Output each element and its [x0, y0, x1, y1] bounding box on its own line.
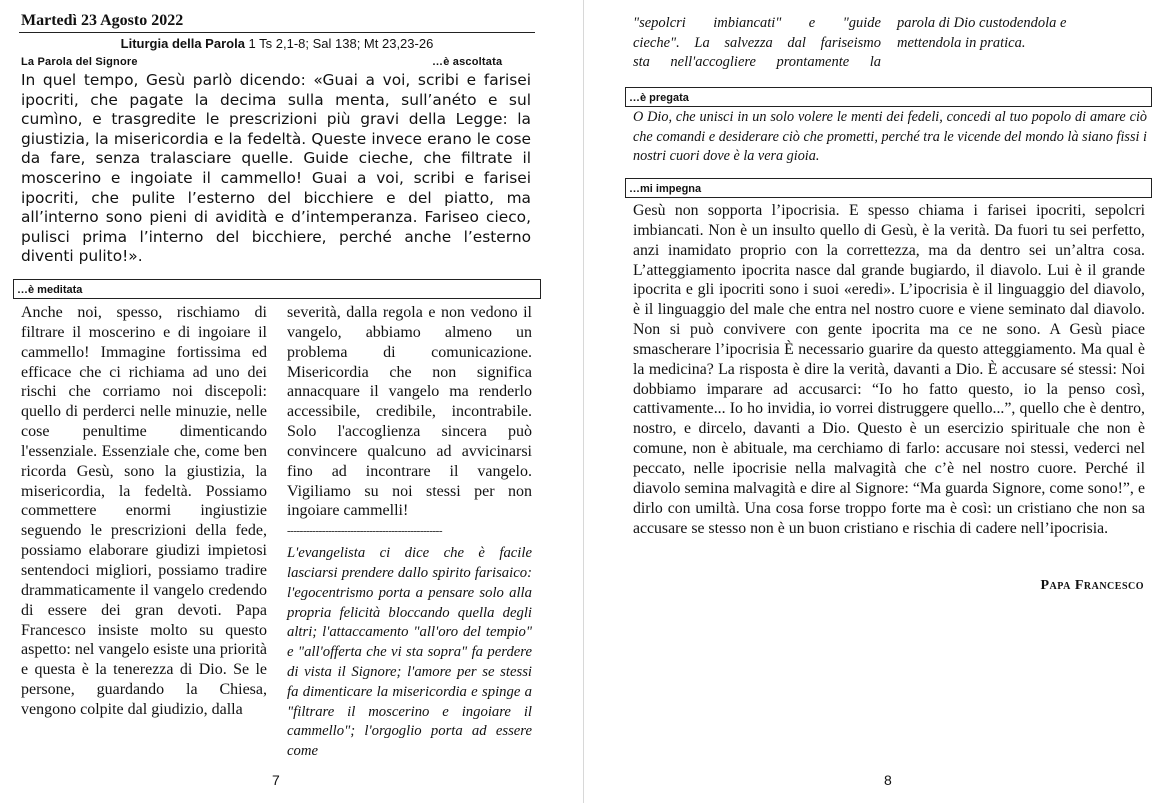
continuation-line: cieche". La salvezza dal fariseismo: [633, 34, 881, 51]
word-of-lord-label: La Parola del Signore: [21, 56, 138, 68]
commitment-text: Gesù non sopporta l’ipocrisia. E spesso chiama i farisei ipocriti, sepolcri imbiancati. Non è un insulto quello di Gesù, è la verità. Da fuori tu sei perfetto, anzi inamidato proprio con la correttezza, ma da dentro sei un’altra cosa. L’atteggiamento ipocrita nasce dal grande bugiardo, il diavolo. Lui è il grande ipocrita e gli ipocriti sono i suoi «eredi». L’ipocrisia è il linguaggio del diavolo, è il linguaggio del male che entra nel nostro cuore e viene seminato dal diavolo. Non si può convivere con gente ipocrita ma ce ne sono. A Gesù piace smascherare l’ipocrisia È necessario guarire da questo atteggiamento. Ma qual è la medicina? La risposta è dire la verità, davanti a Dio. È accusare sé stessi: Noi dobbiamo imparare ad accusarci: “Io ho fatto questo, io la penso così, cattivamente... Io ho invidia, io vorrei distruggere quello...”, quello che è dentro, nostro, e dircelo, davanti a Dio. Questo è un esercizio spirituale che non è comune, non è abituale, ma cerchiamo di farlo: accusare noi stessi, vederci nel peccato, nelle ipocrisie nella malvagità che c’è nel nostro cuore. Perché il diavolo semina malvagità e dire al Signore: “Ma guarda Signore, come sono!”, e dirlo con umiltà. Una cosa forse troppo forte ma è così: un cristiano che non sa accusare se stesso non è un buon cristiano e rischia di cadere nell’ipocrisia.: [633, 202, 1145, 537]
continuation-line: parola di Dio custodendola e: [897, 15, 1067, 31]
page-divider: [583, 0, 584, 803]
meditated-section-box: [13, 279, 541, 299]
reflection-text: L'evangelista ci dice che è facile lasciarsi prendere dallo spirito farisaico: l'egocentrismo porta a pensare solo alla propria felicità bloccando quella degli altri; l'attaccamento "all'oro del tempio" e "all'offerta che vi sta sopra" fa perdere di vista il Signore; l'amore per se stessi fa dimenticare la misericordia e spinge a "filtrare il moscerino e ingoiare il cammello"; l'orgoglio porta ad essere come: [287, 545, 532, 760]
liturgy-line: [19, 36, 535, 51]
meditation-column-right: [287, 303, 532, 762]
header-rule: [19, 32, 535, 33]
continuation-line: mettendola in pratica.: [897, 34, 1026, 51]
liturgy-label: Liturgia della Parola: [120, 36, 245, 51]
page-number-right: 8: [884, 772, 892, 788]
author-signature: Papa Francesco: [1040, 578, 1144, 593]
commits-section-box: [625, 178, 1152, 198]
continuation-column-b: [897, 14, 1145, 53]
meditation-column-left: Anche noi, spesso, rischiamo di filtrare il moscerino e di ingoiare il cammello! Immagine fortissima ed efficace che ci richiama ad uno dei rischi che corriamo noi discepoli: quello di perderci nelle minuzie, nelle cose penultime dimenticando l'essenziale. Essenziale che, come ben ricorda Gesù, sono la giustizia, la misericordia, la fedeltà. Possiamo commettere enormi ingiustizie seguendo le prescrizioni della fede, possiamo elaborare giudizi impietosi sentendoci migliori, possiamo tradire drammaticamente il vangelo credendo di essere dei gran devoti. Papa Francesco insiste molto su questo aspetto: nel vangelo esiste una priorità e questa è la tenerezza di Dio. Se le persone, guardando la Chiesa, vengono colpite dal giudizio, dalla: [21, 304, 267, 718]
continuation-column-a: [633, 14, 881, 73]
meditated-label: …è meditata: [17, 284, 83, 296]
continuation-line: "sepolcri imbiancati" e "guide: [633, 15, 881, 31]
page-number-left: 7: [272, 772, 280, 788]
continuation-line: sta nell'accogliere prontamente la: [633, 54, 881, 71]
liturgy-refs: 1 Ts 2,1-8; Sal 138; Mt 23,23-26: [244, 36, 434, 51]
meditation-text-right: severità, dalla regola e non vedono il vangelo, abbiamo almeno un problema di comunicazione. Misericordia che non significa annacquare il vangelo ma renderlo accessibile, credibile, incontrabile. Solo l'accoglienza sincera può convincere qualcuno ad avvicinarsi fino ad incontrare il vangelo. Vigiliamo su noi stessi per non ingoiare cammelli!: [287, 304, 532, 520]
listened-label: …è ascoltata: [432, 56, 503, 68]
commits-label: …mi impegna: [629, 183, 702, 195]
dashed-separator: -------------------------------------------------: [287, 525, 442, 538]
gospel-text: In quel tempo, Gesù parlò dicendo: «Guai a voi, scribi e farisei ipocriti, che pagate la decima sulla menta, sull’anéto e sul cumìno, e trasgredite le prescrizioni più gravi della Legge: la giustizia, la misericordia e la fedeltà. Queste invece erano le cose da fare, senza tralasciare quelle. Guide cieche, che filtrate il moscerino e ingoiate il cammello! Guai a voi, scribi e farisei ipocriti, che pulite l’esterno del bicchiere e del piatto, ma all’interno sono pieni di avidità e d’intemperanza. Fariseo cieco, pulisci prima l’interno del bicchiere, perché anche l’esterno diventi pulito!».: [21, 71, 531, 266]
prayed-label: …è pregata: [629, 92, 689, 104]
prayed-section-box: [625, 87, 1152, 107]
prayer-text: O Dio, che unisci in un solo volere le menti dei fedeli, concedi al tuo popolo di amare ciò che comandi e desiderare ciò che prometti, perché tra le vicende del mondo là siano fissi i nostri cuori dove è la vera gioia.: [633, 109, 1147, 165]
date-heading: Martedì 23 Agosto 2022: [21, 12, 184, 29]
left-page: [0, 0, 583, 803]
